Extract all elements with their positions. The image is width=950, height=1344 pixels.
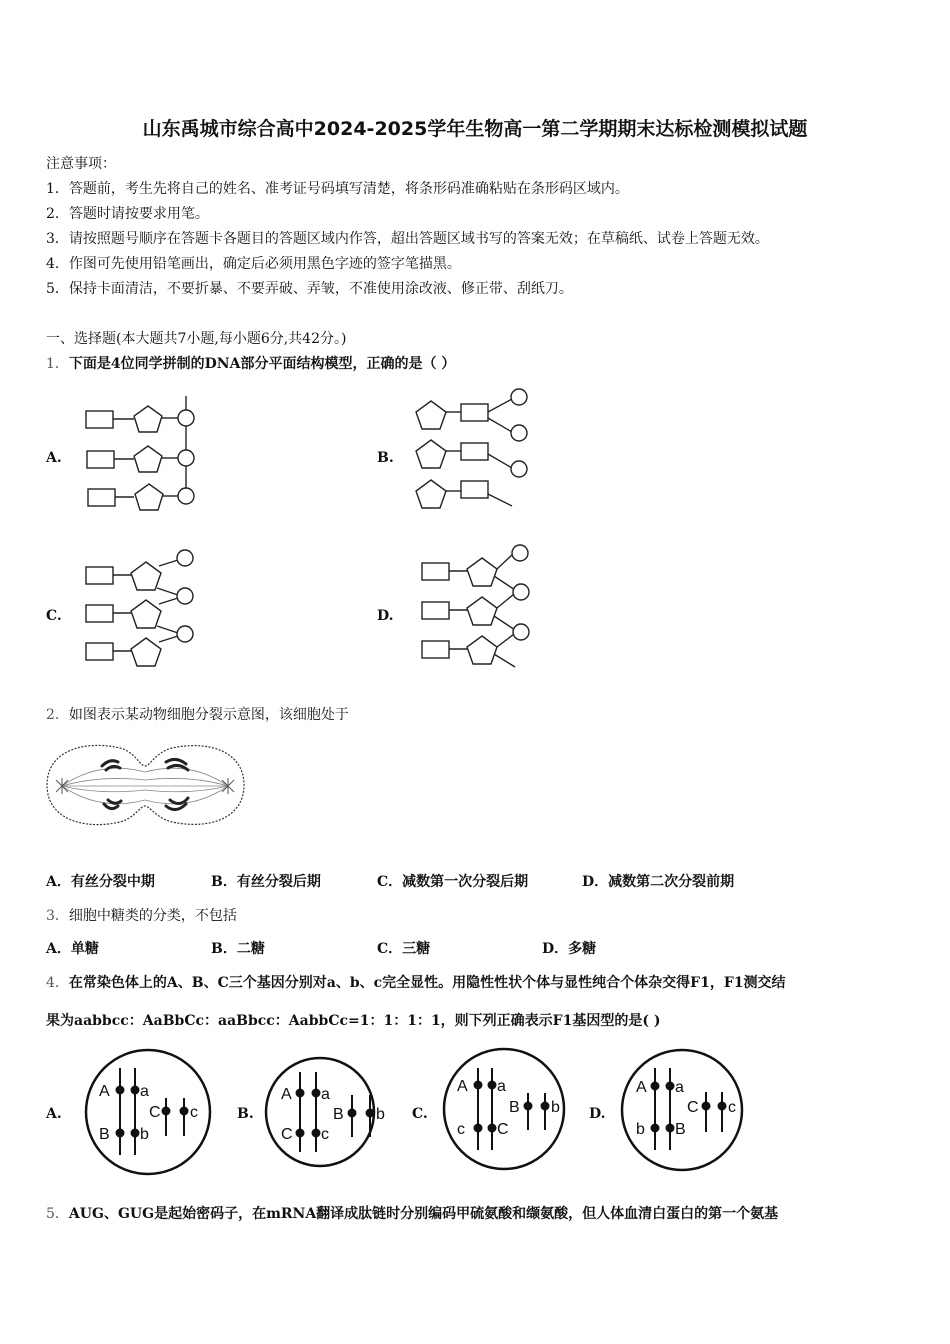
allele-label: A: [281, 1086, 292, 1103]
option-label: D.: [589, 1106, 606, 1122]
allele-label: b: [636, 1121, 645, 1138]
option-a: A．有丝分裂中期: [46, 874, 155, 890]
allele-label: C: [281, 1126, 293, 1143]
allele-label: A: [636, 1079, 647, 1096]
question-number: 1．: [46, 356, 69, 372]
option-a: A．单糖: [46, 941, 99, 957]
question-5: [46, 1203, 778, 1223]
allele-label: c: [321, 1126, 329, 1143]
notice-heading: 注意事项：: [46, 156, 116, 172]
allele-label: b: [140, 1126, 149, 1143]
notice-item: 4．作图可先使用铅笔画出，确定后必须用黑色字迹的签字笔描黑。: [46, 256, 461, 272]
option-label: B.: [377, 450, 394, 466]
question-number: 2．: [46, 707, 69, 723]
option-d: D．多糖: [542, 941, 597, 957]
allele-label: C: [687, 1099, 699, 1116]
question-stem: 在常染色体上的A、B、C三个基因分别对a、b、c完全显性。用隐性性状个体与显性纯合个体杂交得F1，F1测交结: [68, 975, 786, 991]
allele-label: C: [497, 1121, 509, 1138]
option-label: A.: [46, 1106, 62, 1122]
option-label: C.: [412, 1106, 428, 1122]
question-stem: 下面是4位同学拼制的DNA部分平面结构模型，正确的是（ ）: [68, 356, 456, 372]
allele-label: a: [497, 1078, 506, 1095]
allele-label: B: [509, 1099, 520, 1116]
allele-label: b: [376, 1106, 385, 1123]
allele-label: B: [99, 1126, 110, 1143]
allele-label: a: [675, 1079, 684, 1096]
notice-item: 2．答题时请按要求用笔。: [46, 206, 209, 222]
question-number: 4．: [46, 975, 69, 991]
allele-label: b: [551, 1099, 560, 1116]
allele-label: c: [728, 1099, 736, 1116]
option-label: D.: [377, 608, 394, 624]
page-title: 山东禹城市综合高中2024-2025学年生物高一第二学期期末达标检测模拟试题: [142, 118, 808, 140]
question-4-line2: 果为aabbcc：AaBbCc：aaBbcc：AabbCc=1：1：1：1，则下列正确表示F1基因型的是( ): [46, 1013, 661, 1029]
option-label: C.: [46, 608, 62, 624]
allele-label: C: [149, 1104, 161, 1121]
allele-label: B: [675, 1121, 686, 1138]
option-b: B．有丝分裂后期: [211, 874, 321, 890]
allele-label: A: [457, 1078, 468, 1095]
allele-label: c: [457, 1121, 465, 1138]
notice-item: 3．请按照题号顺序在答题卡各题目的答题区域内作答，超出答题区域书写的答案无效；在草稿纸、试卷上答题无效。: [46, 231, 769, 247]
allele-label: a: [140, 1083, 149, 1100]
question-number: 3．: [46, 908, 69, 924]
option-d: D．减数第二次分裂前期: [582, 874, 735, 890]
notice-item: 1．答题前，考生先将自己的姓名、准考证号码填写清楚，将条形码准确粘贴在条形码区域内。: [46, 181, 629, 197]
question-stem: 如图表示某动物细胞分裂示意图，该细胞处于: [68, 707, 349, 723]
question-stem: AUG、GUG是起始密码子，在mRNA翻译成肽链时分别编码甲硫氨酸和缬氨酸，但人体血清白蛋白的第一个氨基: [68, 1206, 779, 1222]
allele-label: B: [333, 1106, 344, 1123]
option-label: B.: [237, 1106, 254, 1122]
option-label: A.: [46, 450, 62, 466]
section-heading: 一、选择题(本大题共7小题,每小题6分,共42分。): [46, 331, 347, 347]
question-number: 5．: [46, 1206, 69, 1222]
question-stem: 细胞中糖类的分类，不包括: [68, 908, 237, 924]
allele-label: c: [190, 1104, 198, 1121]
option-c: C．减数第一次分裂后期: [377, 874, 529, 890]
allele-label: a: [321, 1086, 330, 1103]
option-c: C．三糖: [377, 941, 431, 957]
option-b: B．二糖: [211, 941, 265, 957]
notice-item: 5．保持卡面清洁，不要折暴、不要弄破、弄皱，不准使用涂改液、修正带、刮纸刀。: [46, 281, 573, 297]
allele-label: A: [99, 1083, 110, 1100]
